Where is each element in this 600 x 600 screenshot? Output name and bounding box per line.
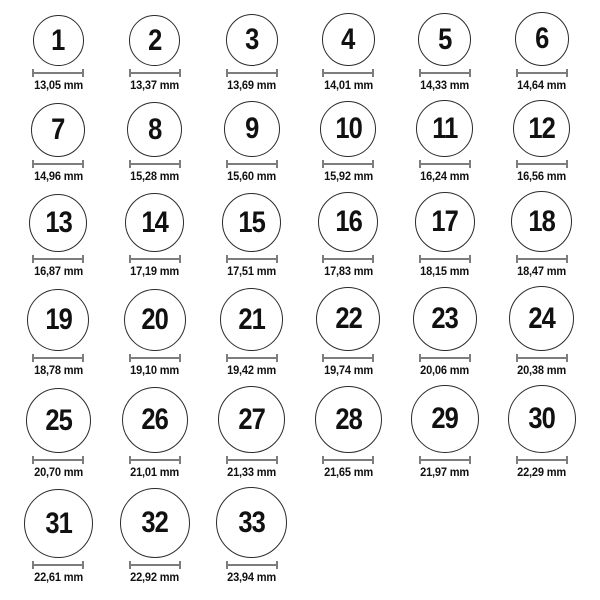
diameter-dimension-line — [32, 456, 84, 464]
ring-circle — [33, 15, 84, 66]
size-cell — [411, 385, 479, 479]
diameter-dimension-line — [419, 354, 471, 362]
ring-size-number: 18 — [528, 204, 555, 238]
ring-circle — [418, 13, 471, 66]
ring-size-number: 16 — [334, 205, 362, 238]
size-cell — [318, 192, 378, 278]
ring-circle — [29, 194, 87, 252]
size-cell — [218, 386, 285, 479]
diameter-dimension-line — [226, 456, 278, 464]
ring-size-number: 8 — [148, 112, 162, 146]
diameter-dimension-line — [32, 354, 84, 362]
diameter-label: 20,70 mm — [33, 465, 83, 479]
ring-size-number: 33 — [238, 505, 265, 539]
diameter-label: 17,19 mm — [130, 264, 180, 278]
diameter-label: 20,38 mm — [517, 363, 567, 377]
diameter-dimension-line — [322, 69, 374, 77]
size-row — [10, 191, 590, 278]
diameter-dimension-line — [516, 456, 568, 464]
diameter-dimension-line — [226, 354, 278, 362]
ring-circle — [224, 101, 280, 157]
ring-circle — [26, 388, 91, 453]
ring-size-number: 11 — [432, 111, 458, 145]
diameter-dimension-line — [129, 160, 181, 168]
ring-circle — [511, 191, 572, 252]
ring-circle — [416, 100, 473, 157]
diameter-label: 18,15 mm — [420, 264, 470, 278]
ring-size-number: 12 — [528, 111, 555, 145]
diameter-label: 14,01 mm — [323, 78, 373, 92]
size-cell — [513, 100, 570, 183]
diameter-label: 14,33 mm — [420, 78, 470, 92]
ring-size-number: 2 — [148, 23, 162, 57]
ring-size-number: 24 — [528, 301, 555, 335]
ring-size-number: 17 — [431, 205, 459, 238]
size-cell — [418, 13, 471, 92]
ring-size-number: 1 — [51, 23, 65, 57]
ring-circle — [220, 288, 283, 351]
ring-circle — [513, 100, 570, 157]
diameter-dimension-line — [226, 561, 278, 569]
ring-circle — [322, 13, 375, 66]
ring-circle — [129, 15, 180, 66]
diameter-dimension-line — [32, 160, 84, 168]
ring-size-number: 19 — [44, 303, 72, 336]
size-cell — [220, 288, 283, 377]
ring-circle — [222, 193, 281, 252]
diameter-label: 19,10 mm — [130, 363, 180, 377]
ring-circle — [216, 487, 287, 558]
size-cell — [508, 385, 576, 479]
size-cell — [511, 191, 572, 278]
size-cell — [224, 101, 280, 183]
size-cell — [120, 488, 190, 584]
diameter-label: 22,92 mm — [130, 570, 180, 584]
diameter-label: 13,37 mm — [130, 78, 180, 92]
diameter-label: 17,83 mm — [323, 264, 373, 278]
ring-circle — [411, 385, 479, 453]
diameter-dimension-line — [32, 561, 84, 569]
diameter-dimension-line — [516, 354, 568, 362]
size-cell — [225, 14, 278, 92]
size-cell — [24, 489, 93, 584]
ring-circle — [509, 286, 574, 351]
diameter-label: 14,64 mm — [517, 78, 567, 92]
diameter-label: 21,33 mm — [227, 465, 277, 479]
ring-size-number: 14 — [141, 205, 169, 239]
ring-circle — [320, 101, 376, 157]
diameter-label: 22,29 mm — [517, 465, 567, 479]
diameter-dimension-line — [32, 69, 84, 77]
diameter-label: 18,78 mm — [33, 363, 83, 377]
size-row — [10, 286, 590, 377]
ring-circle — [316, 287, 380, 351]
diameter-label: 13,05 mm — [33, 78, 83, 92]
ring-size-number: 31 — [44, 506, 72, 540]
diameter-label: 19,42 mm — [227, 363, 277, 377]
size-row — [10, 385, 590, 479]
ring-circle — [122, 387, 188, 453]
ring-circle — [125, 193, 184, 252]
diameter-label: 15,60 mm — [227, 169, 277, 183]
ring-circle — [124, 289, 186, 351]
ring-size-number: 25 — [44, 403, 72, 437]
diameter-dimension-line — [226, 255, 278, 263]
ring-circle — [120, 488, 190, 558]
diameter-label: 19,74 mm — [323, 363, 373, 377]
ring-size-number: 5 — [438, 22, 452, 56]
size-cell — [125, 193, 184, 278]
size-cell — [122, 387, 188, 479]
diameter-label: 14,96 mm — [33, 169, 83, 183]
ring-size-number: 20 — [141, 303, 169, 336]
diameter-dimension-line — [226, 160, 278, 168]
ring-circle — [318, 192, 378, 252]
ring-circle — [515, 12, 569, 66]
ring-size-number: 9 — [244, 112, 259, 145]
size-cell — [415, 192, 475, 278]
ring-size-number: 29 — [431, 402, 459, 435]
diameter-label: 21,97 mm — [420, 465, 470, 479]
diameter-dimension-line — [129, 561, 181, 569]
ring-size-number: 3 — [244, 23, 259, 56]
size-cell — [515, 12, 569, 92]
size-cell — [416, 100, 473, 183]
diameter-label: 16,56 mm — [517, 169, 567, 183]
ring-circle — [226, 14, 278, 66]
size-cell — [32, 15, 85, 92]
ring-circle — [218, 386, 285, 453]
ring-size-number: 27 — [238, 402, 265, 436]
diameter-dimension-line — [516, 255, 568, 263]
ring-size-number: 23 — [431, 302, 459, 335]
size-cell — [322, 13, 375, 92]
size-cell — [320, 101, 376, 183]
diameter-dimension-line — [129, 456, 181, 464]
diameter-label: 13,69 mm — [227, 78, 277, 92]
size-cell — [316, 287, 380, 377]
ring-circle — [27, 289, 89, 351]
diameter-dimension-line — [129, 255, 181, 263]
size-row — [10, 100, 590, 183]
diameter-dimension-line — [129, 69, 181, 77]
ring-circle — [31, 103, 85, 157]
diameter-label: 18,47 mm — [517, 264, 567, 278]
size-cell — [127, 102, 182, 183]
size-cell — [128, 15, 181, 92]
ring-size-number: 13 — [44, 206, 72, 239]
diameter-dimension-line — [32, 255, 84, 263]
diameter-label: 15,92 mm — [323, 169, 373, 183]
diameter-dimension-line — [516, 69, 568, 77]
diameter-dimension-line — [226, 69, 278, 77]
size-cell — [124, 289, 186, 377]
size-cell — [27, 289, 89, 377]
ring-circle — [24, 489, 93, 558]
diameter-dimension-line — [419, 160, 471, 168]
diameter-dimension-line — [322, 456, 374, 464]
size-cell — [216, 487, 287, 584]
ring-size-number: 10 — [334, 112, 362, 145]
diameter-label: 20,06 mm — [420, 363, 470, 377]
size-row — [10, 12, 590, 92]
diameter-label: 15,28 mm — [130, 169, 180, 183]
diameter-dimension-line — [419, 255, 471, 263]
diameter-dimension-line — [419, 69, 471, 77]
ring-circle — [508, 385, 576, 453]
ring-size-number: 30 — [528, 402, 555, 435]
ring-circle — [315, 386, 382, 453]
diameter-dimension-line — [129, 354, 181, 362]
ring-size-number: 6 — [534, 22, 549, 55]
size-cell — [315, 386, 382, 479]
diameter-dimension-line — [419, 456, 471, 464]
diameter-dimension-line — [322, 255, 374, 263]
ring-size-number: 21 — [238, 302, 265, 336]
ring-circle — [127, 102, 182, 157]
size-cell — [509, 286, 574, 377]
ring-size-number: 32 — [141, 506, 169, 539]
ring-circle — [415, 192, 475, 252]
diameter-label: 17,51 mm — [227, 264, 277, 278]
diameter-label: 16,87 mm — [33, 264, 83, 278]
diameter-label: 22,61 mm — [33, 570, 83, 584]
ring-size-number: 4 — [341, 22, 355, 56]
ring-size-number: 26 — [141, 403, 169, 436]
diameter-dimension-line — [322, 354, 374, 362]
ring-size-number: 7 — [51, 113, 65, 146]
diameter-label: 21,01 mm — [130, 465, 180, 479]
diameter-dimension-line — [322, 160, 374, 168]
diameter-dimension-line — [516, 160, 568, 168]
diameter-label: 16,24 mm — [420, 169, 470, 183]
size-row — [10, 487, 590, 584]
size-cell — [26, 388, 91, 479]
size-cell — [413, 287, 477, 377]
ring-size-number: 28 — [334, 402, 362, 436]
ring-size-number: 22 — [334, 302, 362, 335]
ring-circle — [413, 287, 477, 351]
size-cell — [29, 194, 87, 278]
diameter-label: 23,94 mm — [227, 570, 277, 584]
size-cell — [31, 103, 85, 183]
ring-size-number: 15 — [238, 205, 265, 239]
size-cell — [222, 193, 281, 278]
diameter-label: 21,65 mm — [323, 465, 373, 479]
